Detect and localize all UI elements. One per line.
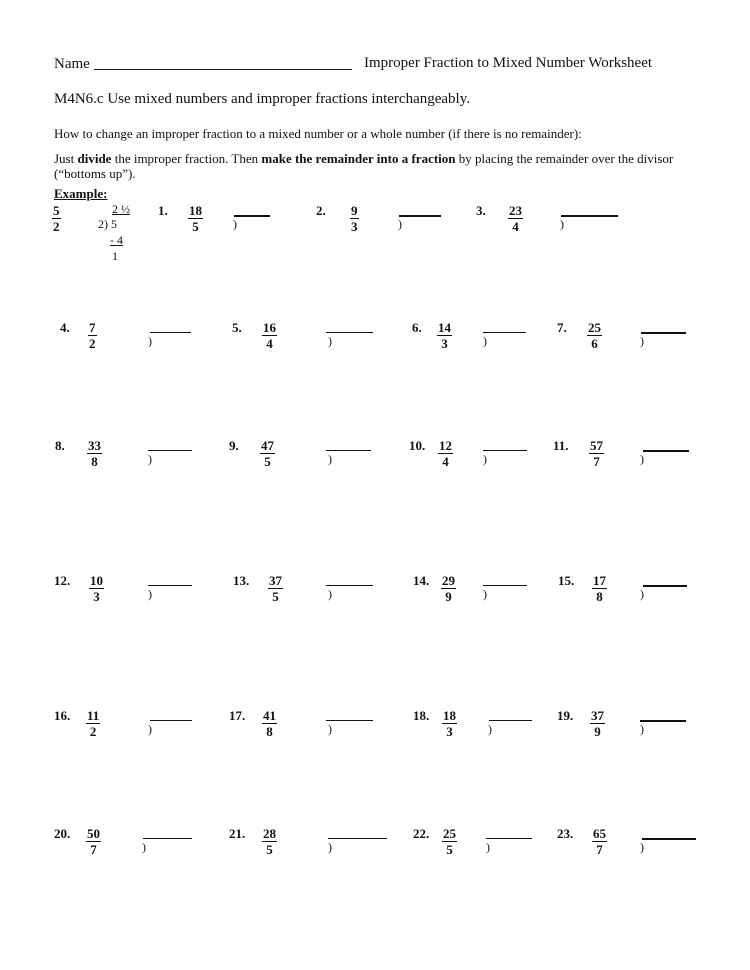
division-bracket: ) bbox=[640, 840, 644, 854]
problem-number: 2. bbox=[316, 203, 326, 218]
fraction-denominator: 5 bbox=[192, 219, 199, 234]
problem-fraction bbox=[438, 438, 453, 469]
fraction-denominator: 3 bbox=[351, 219, 358, 234]
division-bracket: ) bbox=[560, 217, 564, 231]
problem-number: 9. bbox=[229, 438, 239, 453]
fraction-numerator: 57 bbox=[590, 438, 603, 453]
fraction-denominator: 5 bbox=[272, 589, 279, 604]
instruction-line-1: How to change an improper fraction to a mixed number or a whole number (if there is no remainder): bbox=[54, 126, 582, 141]
fraction-denominator: 2 bbox=[89, 724, 97, 739]
fraction-denominator: 3 bbox=[93, 589, 100, 604]
answer-line[interactable] bbox=[483, 332, 526, 333]
answer-line[interactable] bbox=[483, 585, 527, 586]
problem-number: 7. bbox=[557, 320, 567, 335]
problem-fraction bbox=[262, 826, 277, 857]
problem-number: 5. bbox=[232, 320, 242, 335]
division-bracket: ) bbox=[233, 217, 237, 231]
fraction-denominator: 8 bbox=[596, 589, 603, 604]
worksheet-title: Improper Fraction to Mixed Number Worksheet bbox=[364, 55, 653, 71]
division-bracket: ) bbox=[328, 334, 332, 348]
fraction-denominator: 9 bbox=[594, 724, 601, 739]
example-label: Example: bbox=[54, 186, 108, 201]
fraction-numerator: 14 bbox=[438, 320, 451, 335]
problem-fraction bbox=[441, 573, 456, 604]
instruction-line-2 bbox=[54, 151, 704, 181]
fraction-denominator: 7 bbox=[90, 842, 97, 857]
answer-line[interactable] bbox=[643, 450, 689, 452]
fraction-numerator: 65 bbox=[593, 826, 606, 841]
fraction-denominator: 6 bbox=[591, 336, 598, 351]
division-bracket: ) bbox=[148, 587, 152, 601]
fraction-denominator: 5 bbox=[264, 454, 271, 469]
division-bracket: ) bbox=[486, 840, 490, 854]
answer-line[interactable] bbox=[640, 720, 686, 722]
fraction-denominator: 4 bbox=[442, 454, 449, 469]
problem-fraction bbox=[268, 573, 283, 604]
problem-number: 19. bbox=[557, 708, 574, 723]
problem-number: 15. bbox=[558, 573, 575, 588]
problem-number: 14. bbox=[413, 573, 430, 588]
instr-part-4: by placing the remainder over the divisor (“bottoms up”). bbox=[54, 151, 674, 181]
answer-line[interactable] bbox=[641, 332, 686, 334]
fraction-numerator: 29 bbox=[442, 573, 455, 588]
problem-fraction bbox=[587, 320, 602, 351]
problem-fraction bbox=[589, 438, 604, 469]
example-remainder: 1 bbox=[112, 249, 118, 263]
answer-line[interactable] bbox=[326, 332, 373, 333]
fraction-denominator: 2 bbox=[89, 336, 96, 351]
answer-line[interactable] bbox=[150, 332, 191, 333]
answer-line[interactable] bbox=[489, 720, 532, 721]
division-bracket: ) bbox=[328, 840, 332, 854]
problem-number: 12. bbox=[54, 573, 71, 588]
problem-fraction bbox=[442, 708, 457, 739]
name-line[interactable] bbox=[94, 55, 352, 70]
answer-line[interactable] bbox=[328, 838, 387, 839]
name-field bbox=[54, 55, 352, 73]
problem-fraction bbox=[87, 438, 102, 469]
problem-fraction bbox=[350, 203, 359, 234]
instr-part-0: Just bbox=[54, 151, 78, 166]
problem-fraction bbox=[89, 573, 104, 604]
answer-line[interactable] bbox=[326, 450, 371, 451]
problem-number: 23. bbox=[557, 826, 574, 841]
fraction-numerator: 37 bbox=[269, 573, 282, 588]
division-bracket: ) bbox=[328, 722, 332, 736]
fraction-numerator: 25 bbox=[443, 826, 456, 841]
answer-line[interactable] bbox=[234, 215, 270, 217]
fraction-denominator: 7 bbox=[596, 842, 603, 857]
problem-fraction bbox=[188, 203, 203, 234]
answer-line[interactable] bbox=[483, 450, 527, 451]
fraction-denominator: 5 bbox=[266, 842, 273, 857]
problem-number: 3. bbox=[476, 203, 486, 218]
fraction-numerator: 41 bbox=[263, 708, 276, 723]
fraction-denominator: 9 bbox=[445, 589, 452, 604]
example-denominator: 2 bbox=[53, 219, 60, 234]
fraction-denominator: 4 bbox=[512, 219, 519, 234]
fraction-numerator: 25 bbox=[588, 320, 601, 335]
standard-text: M4N6.c Use mixed numbers and improper fractions interchangeably. bbox=[54, 91, 470, 107]
answer-line[interactable] bbox=[143, 838, 192, 839]
example-division: 2) 5 bbox=[98, 217, 117, 231]
answer-line[interactable] bbox=[643, 585, 687, 587]
division-bracket: ) bbox=[488, 722, 492, 736]
division-bracket: ) bbox=[328, 587, 332, 601]
problem-fraction bbox=[508, 203, 523, 234]
problem-number: 8. bbox=[55, 438, 65, 453]
fraction-denominator: 4 bbox=[266, 336, 273, 351]
problem-fraction bbox=[88, 320, 97, 351]
fraction-numerator: 18 bbox=[443, 708, 456, 723]
fraction-numerator: 18 bbox=[189, 203, 202, 218]
fraction-numerator: 11 bbox=[87, 708, 100, 723]
division-bracket: ) bbox=[640, 587, 644, 601]
fraction-numerator: 16 bbox=[263, 320, 276, 335]
fraction-numerator: 50 bbox=[87, 826, 100, 841]
division-bracket: ) bbox=[398, 217, 402, 231]
division-bracket: ) bbox=[148, 334, 152, 348]
answer-line[interactable] bbox=[326, 585, 373, 586]
division-bracket: ) bbox=[148, 452, 152, 466]
fraction-numerator: 17 bbox=[593, 573, 606, 588]
division-bracket: ) bbox=[483, 334, 487, 348]
fraction-numerator: 10 bbox=[90, 573, 103, 588]
instr-part-1: divide bbox=[77, 151, 112, 166]
problem-fraction bbox=[262, 320, 277, 351]
fraction-denominator: 5 bbox=[446, 842, 453, 857]
fraction-denominator: 3 bbox=[441, 336, 448, 351]
problem-fraction bbox=[86, 708, 100, 739]
problem-number: 17. bbox=[229, 708, 246, 723]
fraction-numerator: 12 bbox=[439, 438, 452, 453]
problem-fraction bbox=[442, 826, 457, 857]
problem-fraction bbox=[262, 708, 277, 739]
problem-number: 6. bbox=[412, 320, 422, 335]
problem-fraction bbox=[592, 573, 607, 604]
answer-line[interactable] bbox=[561, 215, 618, 217]
fraction-numerator: 9 bbox=[351, 203, 358, 218]
problem-number: 4. bbox=[60, 320, 70, 335]
problem-number: 16. bbox=[54, 708, 71, 723]
fraction-numerator: 23 bbox=[509, 203, 522, 218]
instr-part-3: make the remainder into a fraction bbox=[261, 151, 456, 166]
answer-line[interactable] bbox=[486, 838, 532, 839]
example-numerator: 5 bbox=[53, 203, 60, 218]
instr-part-2: the improper fraction. Then bbox=[111, 151, 262, 166]
fraction-denominator: 8 bbox=[266, 724, 273, 739]
division-bracket: ) bbox=[142, 840, 146, 854]
problem-fraction bbox=[592, 826, 607, 857]
problem-number: 1. bbox=[158, 203, 168, 218]
example-subtract: - 4 bbox=[110, 233, 123, 247]
problem-fraction bbox=[260, 438, 275, 469]
answer-line[interactable] bbox=[148, 450, 192, 451]
problem-fraction bbox=[590, 708, 605, 739]
problem-number: 22. bbox=[413, 826, 430, 841]
problem-number: 20. bbox=[54, 826, 71, 841]
fraction-denominator: 3 bbox=[446, 724, 453, 739]
problem-number: 21. bbox=[229, 826, 246, 841]
answer-line[interactable] bbox=[326, 720, 373, 721]
answer-line[interactable] bbox=[642, 838, 696, 840]
division-bracket: ) bbox=[640, 334, 644, 348]
answer-line[interactable] bbox=[399, 215, 441, 217]
example-fraction bbox=[52, 203, 61, 234]
fraction-denominator: 8 bbox=[91, 454, 98, 469]
fraction-numerator: 28 bbox=[263, 826, 276, 841]
problem-fraction bbox=[437, 320, 452, 351]
example-quotient: 2 ½ bbox=[112, 202, 130, 216]
division-bracket: ) bbox=[148, 722, 152, 736]
division-bracket: ) bbox=[640, 722, 644, 736]
fraction-numerator: 47 bbox=[261, 438, 274, 453]
division-bracket: ) bbox=[483, 452, 487, 466]
problem-number: 13. bbox=[233, 573, 250, 588]
problem-fraction bbox=[86, 826, 101, 857]
answer-line[interactable] bbox=[150, 720, 192, 721]
problem-number: 10. bbox=[409, 438, 426, 453]
problem-number: 18. bbox=[413, 708, 430, 723]
fraction-numerator: 37 bbox=[591, 708, 604, 723]
problem-number: 11. bbox=[553, 438, 569, 453]
division-bracket: ) bbox=[640, 452, 644, 466]
answer-line[interactable] bbox=[148, 585, 192, 586]
fraction-denominator: 7 bbox=[593, 454, 600, 469]
fraction-numerator: 33 bbox=[88, 438, 101, 453]
division-bracket: ) bbox=[483, 587, 487, 601]
name-label: Name bbox=[54, 56, 90, 72]
fraction-numerator: 7 bbox=[89, 320, 96, 335]
division-bracket: ) bbox=[328, 452, 332, 466]
